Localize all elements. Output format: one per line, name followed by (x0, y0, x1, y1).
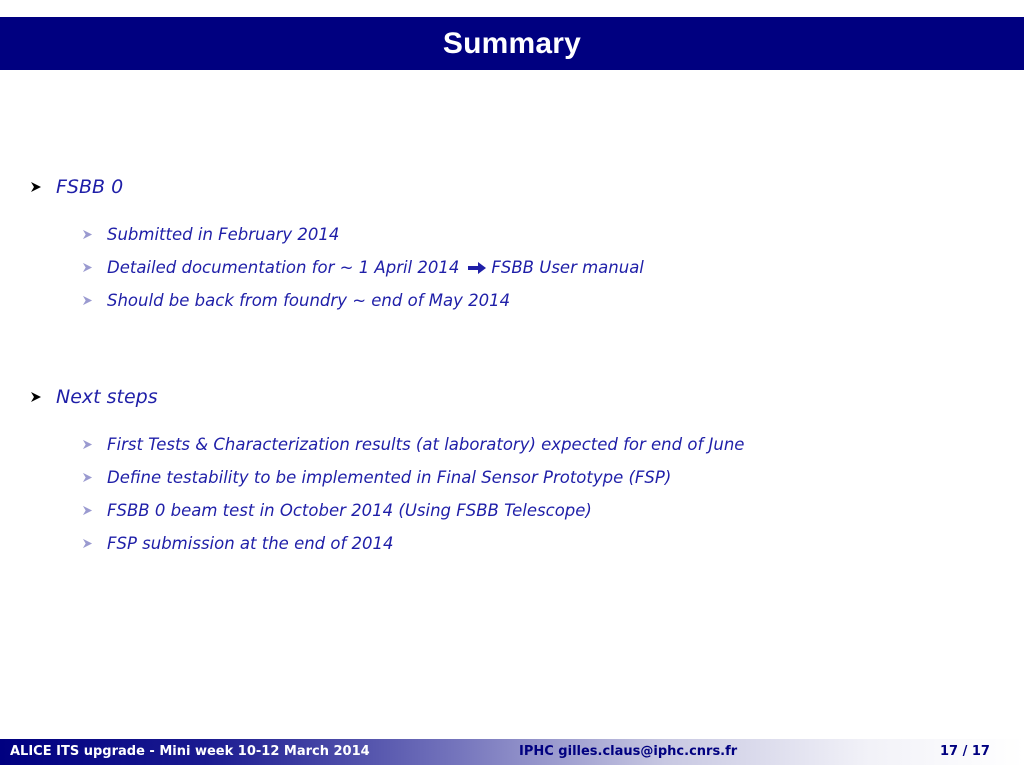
arrowhead-bullet-icon (80, 537, 94, 551)
list-item-text: First Tests & Characterization results (at laboratory) expected for end of June (107, 435, 745, 454)
list-item-text: Define testability to be implemented in Final Sensor Prototype (FSP) (107, 468, 672, 487)
arrowhead-bullet-icon (28, 179, 44, 195)
footer-bar (0, 739, 1024, 765)
arrowhead-bullet-icon (80, 261, 94, 275)
arrowhead-bullet-icon (80, 228, 94, 242)
page-number: 17 / 17 (940, 744, 990, 759)
list-item-text: FSP submission at the end of 2014 (107, 534, 394, 553)
right-arrow-icon (467, 261, 487, 275)
list-item-text: Submitted in February 2014 (107, 225, 340, 244)
list-item-text: Detailed documentation for ~ 1 April 2014 (107, 258, 460, 277)
list-item-text: FSBB 0 beam test in October 2014 (Using FSBB Telescope) (107, 501, 592, 520)
list-item (80, 501, 592, 520)
footer-event: ALICE ITS upgrade - Mini week 10-12 March 2014 (10, 744, 370, 759)
arrowhead-bullet-icon (28, 389, 44, 405)
section-heading-next-steps (28, 386, 158, 408)
arrowhead-bullet-icon (80, 471, 94, 485)
list-item (80, 225, 339, 244)
list-item-text: Should be back from foundry ~ end of May 2014 (107, 291, 511, 310)
section-heading-text: FSBB 0 (56, 176, 124, 198)
title-bar (0, 17, 1024, 70)
arrowhead-bullet-icon (80, 438, 94, 452)
list-item (80, 435, 744, 454)
arrowhead-bullet-icon (80, 294, 94, 308)
list-item (80, 258, 644, 277)
arrowhead-bullet-icon (80, 504, 94, 518)
slide-title: Summary (442, 26, 582, 60)
list-item (80, 534, 394, 553)
footer-lab-contact: IPHC gilles.claus@iphc.cnrs.fr (519, 744, 738, 759)
list-item-arrow-text: FSBB User manual (491, 258, 644, 277)
list-item (80, 291, 510, 310)
list-item (80, 468, 671, 487)
section-heading-fsbb0 (28, 176, 123, 198)
section-heading-text: Next steps (56, 386, 158, 408)
